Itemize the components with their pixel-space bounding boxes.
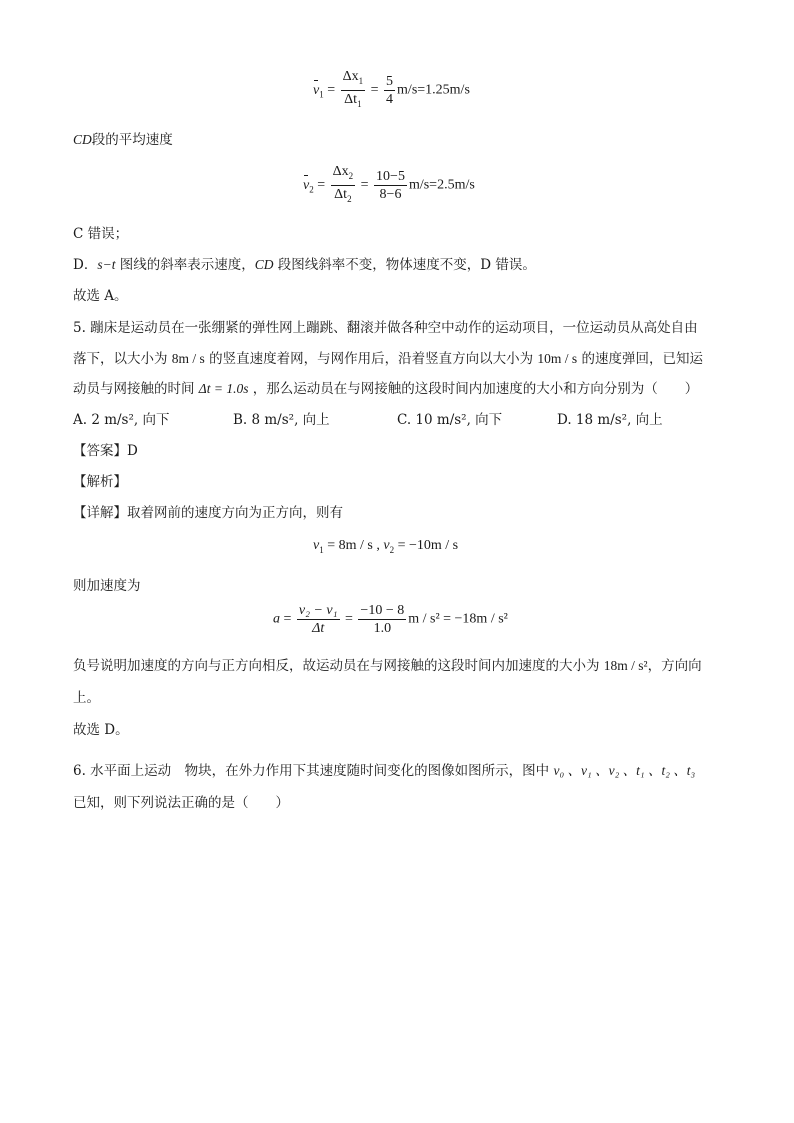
equation-acceleration: a = $\frac{\text{v₂ − v₁}}{\Delta t}$ = $\frac{-10 - 8}{1.0}$ m / s² = −18m / s² bbox=[273, 603, 508, 636]
cd-label: CD bbox=[73, 132, 92, 147]
v2-symbol: v bbox=[383, 538, 390, 553]
q5-option-a: A. 2 m/s², 向下 bbox=[73, 412, 170, 428]
equation-v1: $v_1$ = $\frac{\Delta x_1}{\Delta t_1}$ = $\frac{5}{4}$ m/s=1.25m/s bbox=[313, 68, 470, 113]
fraction-dx1-dt1 bbox=[341, 68, 366, 113]
q5-line-1: 5. 蹦床是运动员在一张绷紧的弹性网上蹦跳、翻滚并做各种空中动作的运动项目，一位运动员从高处自由 bbox=[73, 320, 698, 336]
q5-text: 动员与网接触的时间 bbox=[73, 381, 199, 397]
equation-rhs: m/s=2.5m/s bbox=[408, 177, 475, 193]
frac-den: Δt bbox=[344, 91, 358, 107]
q5-option-b: B. 8 m/s², 向上 bbox=[233, 412, 330, 428]
equation-v1-v2 bbox=[313, 538, 458, 555]
frac-den: 8−6 bbox=[379, 186, 402, 202]
q5-option-c: C. 10 m/s², 向下 bbox=[397, 412, 503, 428]
frac-num: Δx bbox=[332, 164, 349, 179]
equation-rhs: m/s=1.25m/s bbox=[397, 82, 470, 98]
s-t-variable: s−t bbox=[97, 257, 116, 272]
negative-sign-line-2: 上。 bbox=[73, 690, 100, 706]
frac-den-sub: 2 bbox=[347, 193, 352, 204]
choose-a-line: 故选 A。 bbox=[73, 288, 128, 304]
v2-sub: 2 bbox=[309, 184, 314, 195]
q5-line-3 bbox=[73, 379, 698, 399]
d-mid-text: 图线的斜率表示速度， bbox=[115, 257, 255, 273]
fraction-10-5 bbox=[374, 168, 407, 203]
d-prefix: D． bbox=[73, 257, 98, 273]
v1-sub: 1 bbox=[319, 544, 324, 555]
d-end-text: 段图线斜率不变，物体速度不变，D 错误。 bbox=[273, 257, 536, 273]
v2-value: = −10m / s bbox=[394, 538, 459, 553]
negative-sign-line-1 bbox=[73, 656, 702, 676]
q5-line-2 bbox=[73, 349, 703, 369]
answer-label: 【答案】D bbox=[73, 443, 138, 459]
q6-line-1 bbox=[73, 761, 695, 781]
frac-den: 1.0 bbox=[373, 621, 392, 636]
v1-value: = 8m / s , bbox=[323, 538, 384, 553]
frac-den: 4 bbox=[386, 91, 394, 107]
q5-speed-out: 10m / s bbox=[537, 351, 578, 366]
v1-symbol: v bbox=[313, 82, 320, 98]
v2-symbol: v bbox=[303, 177, 310, 193]
q5-option-d: D. 18 m/s², 向上 bbox=[557, 412, 663, 428]
detail-line: 【详解】取着网前的速度方向为正方向，则有 bbox=[73, 505, 343, 521]
v2-sub: 2 bbox=[389, 544, 395, 555]
accel-magnitude: 18m / s² bbox=[603, 658, 648, 673]
frac-den: Δt bbox=[334, 186, 348, 202]
q5-text: ，那么运动员在与网接触的这段时间内加速度的大小和方向分别为（ ） bbox=[248, 381, 699, 397]
neg-text: ，方向向 bbox=[647, 658, 702, 674]
equation-v2: $v_2$ = $\frac{\Delta x_2}{\Delta t_2}$ = $\frac{10-5}{8-6}$ m/s=2.5m/s bbox=[303, 163, 475, 208]
neg-text: 负号说明加速度的方向与正方向相反，故运动员在与网接触的这段时间内加速度的大小为 bbox=[73, 658, 604, 674]
cd-average-speed-line bbox=[73, 130, 173, 150]
fraction-dx2-dt2 bbox=[331, 163, 356, 208]
choose-d-line: 故选 D。 bbox=[73, 722, 129, 738]
q5-text: 的速度弹回，已知运 bbox=[577, 351, 703, 367]
frac-num-sub: 1 bbox=[358, 75, 364, 86]
q6-variables: v₀ 、v₁ 、v₂ 、t₁ 、t₂ 、t₃ bbox=[553, 763, 696, 778]
analysis-label: 【解析】 bbox=[73, 474, 127, 490]
a-symbol: a bbox=[273, 611, 280, 627]
cd-label: CD bbox=[254, 257, 274, 272]
q5-text: 的竖直速度着网，与网作用后，沿着竖直方向以大小为 bbox=[204, 351, 538, 367]
c-wrong-line: C 错误； bbox=[73, 226, 129, 242]
equation-rhs: m / s² = −18m / s² bbox=[408, 611, 508, 627]
frac-num: Δx bbox=[342, 69, 359, 84]
q6-line-2: 已知，则下列说法正确的是（ ） bbox=[73, 795, 289, 811]
frac-num: v₂ − v₁ bbox=[298, 603, 338, 618]
frac-den: Δt bbox=[312, 621, 325, 636]
acceleration-intro: 则加速度为 bbox=[73, 578, 141, 594]
q5-speed-in: 8m / s bbox=[171, 351, 205, 366]
v1-symbol: v bbox=[313, 538, 320, 553]
frac-num: −10 − 8 bbox=[360, 603, 405, 618]
q5-contact-time: Δt = 1.0s bbox=[198, 381, 249, 396]
frac-num: 5 bbox=[386, 73, 394, 89]
d-explanation-line bbox=[73, 255, 536, 275]
fraction-5-4 bbox=[384, 73, 395, 108]
v1-sub: 1 bbox=[319, 89, 324, 100]
frac-num: 10−5 bbox=[376, 168, 405, 184]
frac-num-sub: 2 bbox=[348, 170, 354, 181]
cd-text: 段的平均速度 bbox=[91, 132, 173, 148]
q5-text: 落下，以大小为 bbox=[73, 351, 172, 367]
fraction-v2-v1-dt bbox=[297, 602, 340, 637]
fraction-values bbox=[358, 602, 406, 637]
q6-text: 6. 水平面上运动 物块，在外力作用下其速度随时间变化的图像如图所示，图中 bbox=[73, 763, 554, 779]
frac-den-sub: 1 bbox=[357, 98, 362, 109]
